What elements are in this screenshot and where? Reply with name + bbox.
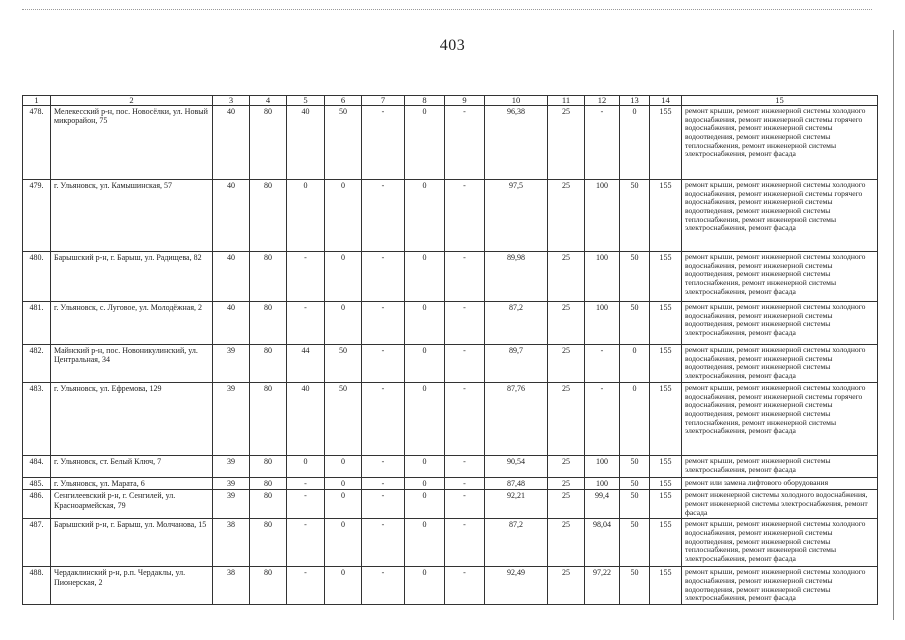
works-cell: ремонт крыши, ремонт инженерной системы электроснабжения, ремонт фасада	[682, 456, 878, 478]
value-cell: 39	[213, 490, 250, 519]
column-number-row	[23, 96, 878, 106]
value-cell: -	[362, 106, 405, 180]
value-cell: -	[445, 106, 485, 180]
row-number: 488.	[23, 567, 51, 605]
works-cell: ремонт крыши, ремонт инженерной системы холодного водоснабжения, ремонт инженерной системы водоотведения, ремонт инженерной системы электроснабжения, ремонт фасада	[682, 302, 878, 345]
column-header: 1	[23, 96, 51, 106]
value-cell: 89,7	[485, 345, 548, 383]
row-number: 484.	[23, 456, 51, 478]
value-cell: 87,76	[485, 383, 548, 456]
value-cell: 0	[405, 180, 445, 252]
value-cell: 0	[325, 456, 362, 478]
value-cell: 155	[650, 490, 682, 519]
address-cell: г. Ульяновск, ул. Марата, 6	[51, 478, 213, 490]
value-cell: 0	[405, 456, 445, 478]
table-row	[23, 383, 878, 456]
value-cell: 25	[548, 490, 585, 519]
column-header: 15	[682, 96, 878, 106]
value-cell: 0	[325, 302, 362, 345]
value-cell: 0	[405, 106, 445, 180]
value-cell: 155	[650, 345, 682, 383]
value-cell: -	[362, 478, 405, 490]
column-header: 4	[250, 96, 287, 106]
works-cell: ремонт крыши, ремонт инженерной системы холодного водоснабжения, ремонт инженерной системы горячего водоснабжения, ремонт инженерной системы водоотведения, ремонт инженерной системы теплоснабжения, ремонт инженерной системы электроснабжения, ремонт фасада	[682, 180, 878, 252]
value-cell: 0	[325, 478, 362, 490]
column-header: 10	[485, 96, 548, 106]
value-cell: -	[445, 567, 485, 605]
table-row	[23, 252, 878, 302]
value-cell: -	[445, 252, 485, 302]
address-cell: Барышский р-н, г. Барыш, ул. Молчанова, 15	[51, 519, 213, 567]
value-cell: 155	[650, 567, 682, 605]
value-cell: -	[362, 345, 405, 383]
value-cell: 0	[620, 106, 650, 180]
value-cell: 44	[287, 345, 325, 383]
value-cell: 98,04	[585, 519, 620, 567]
address-cell: г. Ульяновск, ст. Белый Ключ, 7	[51, 456, 213, 478]
value-cell: -	[445, 302, 485, 345]
address-cell: Чердаклинский р-н, р.п. Чердаклы, ул. Пионерская, 2	[51, 567, 213, 605]
value-cell: -	[585, 106, 620, 180]
value-cell: 100	[585, 302, 620, 345]
value-cell: 0	[620, 383, 650, 456]
value-cell: 38	[213, 567, 250, 605]
value-cell: -	[287, 567, 325, 605]
value-cell: 155	[650, 383, 682, 456]
value-cell: 97,5	[485, 180, 548, 252]
row-number: 479.	[23, 180, 51, 252]
value-cell: 50	[620, 490, 650, 519]
value-cell: 25	[548, 106, 585, 180]
value-cell: 0	[620, 345, 650, 383]
value-cell: 40	[213, 180, 250, 252]
value-cell: 40	[287, 383, 325, 456]
value-cell: 0	[325, 490, 362, 519]
works-cell: ремонт крыши, ремонт инженерной системы холодного водоснабжения, ремонт инженерной системы горячего водоснабжения, ремонт инженерной системы водоотведения, ремонт инженерной системы теплоснабжения, ремонт инженерной системы электроснабжения, ремонт фасада	[682, 106, 878, 180]
value-cell: 25	[548, 252, 585, 302]
value-cell: 97,22	[585, 567, 620, 605]
value-cell: -	[362, 180, 405, 252]
address-cell: г. Ульяновск, ул. Камышинская, 57	[51, 180, 213, 252]
value-cell: -	[287, 519, 325, 567]
row-number: 480.	[23, 252, 51, 302]
value-cell: 50	[325, 106, 362, 180]
registry-table	[22, 95, 878, 605]
value-cell: 25	[548, 345, 585, 383]
column-header: 5	[287, 96, 325, 106]
value-cell: 50	[620, 302, 650, 345]
value-cell: 40	[213, 252, 250, 302]
value-cell: 50	[620, 252, 650, 302]
address-cell: Барышский р-н, г. Барыш, ул. Радищева, 82	[51, 252, 213, 302]
works-cell: ремонт крыши, ремонт инженерной системы холодного водоснабжения, ремонт инженерной системы водоотведения, ремонт инженерной системы электроснабжения, ремонт фасада	[682, 567, 878, 605]
value-cell: 50	[620, 180, 650, 252]
value-cell: 0	[405, 383, 445, 456]
page-number: 403	[439, 37, 466, 54]
table-row	[23, 456, 878, 478]
value-cell: 25	[548, 478, 585, 490]
value-cell: 100	[585, 478, 620, 490]
value-cell: 38	[213, 519, 250, 567]
value-cell: 0	[325, 180, 362, 252]
value-cell: -	[445, 478, 485, 490]
address-cell: Майнский р-н, пос. Новоникулинский, ул. Центральная, 34	[51, 345, 213, 383]
value-cell: 39	[213, 478, 250, 490]
value-cell: 0	[405, 302, 445, 345]
row-number: 485.	[23, 478, 51, 490]
value-cell: -	[362, 490, 405, 519]
works-cell: ремонт крыши, ремонт инженерной системы холодного водоснабжения, ремонт инженерной системы горячего водоснабжения, ремонт инженерной системы водоотведения, ремонт инженерной системы теплоснабжения, ремонт инженерной системы электроснабжения, ремонт фасада	[682, 383, 878, 456]
value-cell: 25	[548, 567, 585, 605]
value-cell: 25	[548, 383, 585, 456]
value-cell: 50	[620, 456, 650, 478]
value-cell: 50	[620, 519, 650, 567]
column-header: 14	[650, 96, 682, 106]
table-row	[23, 567, 878, 605]
value-cell: 39	[213, 383, 250, 456]
address-cell: г. Ульяновск, с. Луговое, ул. Молодёжная, 2	[51, 302, 213, 345]
value-cell: 50	[325, 383, 362, 456]
table-row	[23, 478, 878, 490]
value-cell: 80	[250, 345, 287, 383]
row-number: 483.	[23, 383, 51, 456]
value-cell: -	[287, 302, 325, 345]
value-cell: 25	[548, 302, 585, 345]
value-cell: 0	[325, 252, 362, 302]
value-cell: 155	[650, 180, 682, 252]
value-cell: 80	[250, 383, 287, 456]
scan-right-edge	[893, 30, 894, 620]
value-cell: 80	[250, 478, 287, 490]
value-cell: 96,38	[485, 106, 548, 180]
value-cell: 155	[650, 456, 682, 478]
value-cell: -	[362, 302, 405, 345]
works-cell: ремонт инженерной системы холодного водоснабжения, ремонт инженерной системы электроснабжения, ремонт фасада	[682, 490, 878, 519]
value-cell: 80	[250, 302, 287, 345]
value-cell: -	[585, 345, 620, 383]
row-number: 478.	[23, 106, 51, 180]
table-row	[23, 106, 878, 180]
value-cell: -	[287, 478, 325, 490]
value-cell: 100	[585, 252, 620, 302]
value-cell: -	[445, 345, 485, 383]
value-cell: 99,4	[585, 490, 620, 519]
value-cell: 155	[650, 106, 682, 180]
value-cell: 40	[213, 106, 250, 180]
table-row	[23, 490, 878, 519]
value-cell: -	[445, 180, 485, 252]
value-cell: 39	[213, 345, 250, 383]
column-header: 11	[548, 96, 585, 106]
value-cell: 87,48	[485, 478, 548, 490]
row-number: 486.	[23, 490, 51, 519]
column-header: 3	[213, 96, 250, 106]
value-cell: 90,54	[485, 456, 548, 478]
value-cell: 0	[405, 478, 445, 490]
table-row	[23, 180, 878, 252]
works-cell: ремонт крыши, ремонт инженерной системы холодного водоснабжения, ремонт инженерной системы водоотведения, ремонт инженерной системы теплоснабжения, ремонт инженерной системы электроснабжения, ремонт фасада	[682, 252, 878, 302]
value-cell: 100	[585, 456, 620, 478]
value-cell: 87,2	[485, 519, 548, 567]
value-cell: 0	[405, 490, 445, 519]
scan-top-edge	[22, 9, 872, 10]
value-cell: 80	[250, 567, 287, 605]
value-cell: 25	[548, 519, 585, 567]
value-cell: 155	[650, 252, 682, 302]
table-row	[23, 302, 878, 345]
column-header: 9	[445, 96, 485, 106]
value-cell: 92,49	[485, 567, 548, 605]
value-cell: 0	[325, 567, 362, 605]
address-cell: г. Ульяновск, ул. Ефремова, 129	[51, 383, 213, 456]
value-cell: -	[445, 490, 485, 519]
column-header: 13	[620, 96, 650, 106]
value-cell: 100	[585, 180, 620, 252]
value-cell: 155	[650, 478, 682, 490]
table-row	[23, 345, 878, 383]
value-cell: 80	[250, 490, 287, 519]
column-header: 12	[585, 96, 620, 106]
value-cell: 39	[213, 456, 250, 478]
value-cell: 0	[325, 519, 362, 567]
value-cell: 25	[548, 456, 585, 478]
row-number: 482.	[23, 345, 51, 383]
column-header: 2	[51, 96, 213, 106]
value-cell: 0	[287, 180, 325, 252]
value-cell: 80	[250, 252, 287, 302]
table-row	[23, 519, 878, 567]
value-cell: 89,98	[485, 252, 548, 302]
value-cell: -	[445, 456, 485, 478]
column-header: 8	[405, 96, 445, 106]
value-cell: -	[585, 383, 620, 456]
row-number: 481.	[23, 302, 51, 345]
value-cell: -	[287, 252, 325, 302]
value-cell: 25	[548, 180, 585, 252]
row-number: 487.	[23, 519, 51, 567]
value-cell: 50	[620, 478, 650, 490]
value-cell: -	[362, 456, 405, 478]
value-cell: -	[362, 252, 405, 302]
value-cell: 40	[213, 302, 250, 345]
value-cell: 0	[405, 567, 445, 605]
value-cell: -	[445, 519, 485, 567]
value-cell: 80	[250, 180, 287, 252]
address-cell: Мелекесский р-н, пос. Новосёлки, ул. Новый микрорайон, 75	[51, 106, 213, 180]
works-cell: ремонт крыши, ремонт инженерной системы холодного водоснабжения, ремонт инженерной системы водоотведения, ремонт инженерной системы электроснабжения, ремонт фасада	[682, 345, 878, 383]
value-cell: -	[362, 519, 405, 567]
works-cell: ремонт крыши, ремонт инженерной системы холодного водоснабжения, ремонт инженерной системы водоотведения, ремонт инженерной системы теплоснабжения, ремонт инженерной системы электроснабжения, ремонт фасада	[682, 519, 878, 567]
value-cell: 0	[405, 345, 445, 383]
value-cell: 50	[620, 567, 650, 605]
column-header: 6	[325, 96, 362, 106]
value-cell: 40	[287, 106, 325, 180]
value-cell: 155	[650, 519, 682, 567]
value-cell: 80	[250, 456, 287, 478]
value-cell: -	[287, 490, 325, 519]
value-cell: -	[362, 383, 405, 456]
value-cell: 80	[250, 106, 287, 180]
works-cell: ремонт или замена лифтового оборудования	[682, 478, 878, 490]
value-cell: -	[362, 567, 405, 605]
value-cell: 80	[250, 519, 287, 567]
value-cell: 92,21	[485, 490, 548, 519]
value-cell: 50	[325, 345, 362, 383]
column-header: 7	[362, 96, 405, 106]
value-cell: 87,2	[485, 302, 548, 345]
value-cell: 0	[405, 252, 445, 302]
address-cell: Сенгилеевский р-н, г. Сенгилей, ул. Красноармейская, 79	[51, 490, 213, 519]
value-cell: -	[445, 383, 485, 456]
value-cell: 155	[650, 302, 682, 345]
value-cell: 0	[405, 519, 445, 567]
value-cell: 0	[287, 456, 325, 478]
